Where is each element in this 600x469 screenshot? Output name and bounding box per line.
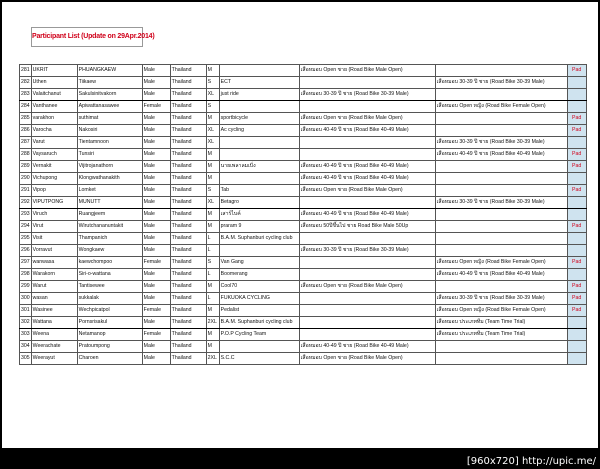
table-row (20, 173, 587, 185)
pad-cell: Pad (567, 257, 586, 269)
table-row (20, 161, 587, 173)
gender-cell: Male (142, 65, 170, 77)
category-secondary-cell: เสือหมอบ ประเภททีม (Team Time Trial) (435, 317, 567, 329)
nationality-cell: Thailand (170, 209, 206, 221)
team-cell: praram 9 (219, 221, 299, 233)
table-row (20, 353, 587, 365)
team-cell: sportbicycle (219, 113, 299, 125)
first-name-cell: Vaysaruch (31, 149, 77, 161)
table-row (20, 185, 587, 197)
category-primary-cell (299, 149, 435, 161)
nationality-cell: Thailand (170, 245, 206, 257)
pad-cell (567, 173, 586, 185)
shirt-size-cell: M (206, 341, 219, 353)
gender-cell: Male (142, 185, 170, 197)
category-primary-cell (299, 269, 435, 281)
category-primary-cell (299, 305, 435, 317)
table-row (20, 245, 587, 257)
last-name-cell: Tiikaew (77, 77, 142, 89)
first-name-cell: Weerachate (31, 341, 77, 353)
team-cell (219, 137, 299, 149)
gender-cell: Male (142, 341, 170, 353)
last-name-cell: Vijitrojanathorn (77, 161, 142, 173)
pad-cell (567, 245, 586, 257)
row-number-cell: 298 (20, 269, 32, 281)
shirt-size-cell: L (206, 293, 219, 305)
table-row (20, 317, 587, 329)
category-primary-cell: เสือหมอบ Open ชาย (Road Bike Male Open) (299, 353, 435, 365)
category-secondary-cell: เสือหมอบ 30-39 ปี ชาย (Road Bike 30-39 Male) (435, 197, 567, 209)
gender-cell: Male (142, 269, 170, 281)
shirt-size-cell: M (206, 161, 219, 173)
last-name-cell: Apiwattanasawee (77, 101, 142, 113)
last-name-cell: Tientamnoon (77, 137, 142, 149)
last-name-cell: Wechpicatpol (77, 305, 142, 317)
last-name-cell: Wirutchananuntakit (77, 221, 142, 233)
category-primary-cell: เสือหมอบ Open ชาย (Road Bike Male Open) (299, 281, 435, 293)
last-name-cell: PHUANGKAEW (77, 65, 142, 77)
row-number-cell: 300 (20, 293, 32, 305)
category-primary-cell: เสือหมอบ 40-49 ปี ชาย (Road Bike 40-49 Male) (299, 161, 435, 173)
last-name-cell: Nakosiri (77, 125, 142, 137)
first-name-cell: wanwasa (31, 257, 77, 269)
gender-cell: Male (142, 173, 170, 185)
nationality-cell: Thailand (170, 329, 206, 341)
first-name-cell: Weerayut (31, 353, 77, 365)
category-primary-cell (299, 77, 435, 89)
table-row (20, 65, 587, 77)
first-name-cell: Wattana (31, 317, 77, 329)
team-cell: B.A.M. Suphanburi cycling club (219, 233, 299, 245)
pad-cell (567, 77, 586, 89)
first-name-cell: Uthen (31, 77, 77, 89)
category-secondary-cell (435, 245, 567, 257)
category-secondary-cell: เสือหมอบ 30-39 ปี ชาย (Road Bike 30-39 Male) (435, 293, 567, 305)
team-cell (219, 173, 299, 185)
row-number-cell: 303 (20, 329, 32, 341)
row-number-cell: 302 (20, 317, 32, 329)
gender-cell: Female (142, 101, 170, 113)
pad-cell: Pad (567, 125, 586, 137)
gender-cell: Male (142, 245, 170, 257)
category-primary-cell: เสือหมอบ 40-49 ปี ชาย (Road Bike 40-49 Male) (299, 125, 435, 137)
last-name-cell: MUNUTT (77, 197, 142, 209)
table-row (20, 113, 587, 125)
shirt-size-cell: XL (206, 137, 219, 149)
pad-cell: Pad (567, 305, 586, 317)
gender-cell: Male (142, 161, 170, 173)
first-name-cell: Virut (31, 221, 77, 233)
nationality-cell: Thailand (170, 137, 206, 149)
table-row (20, 197, 587, 209)
nationality-cell: Thailand (170, 233, 206, 245)
category-secondary-cell (435, 125, 567, 137)
first-name-cell: varakhon (31, 113, 77, 125)
nationality-cell: Thailand (170, 173, 206, 185)
category-secondary-cell (435, 221, 567, 233)
category-primary-cell: เสือหมอบ Open ชาย (Road Bike Male Open) (299, 65, 435, 77)
table-row (20, 293, 587, 305)
participant-table (19, 64, 587, 365)
first-name-cell: Weena (31, 329, 77, 341)
gender-cell: Male (142, 317, 170, 329)
shirt-size-cell: L (206, 269, 219, 281)
team-cell (219, 341, 299, 353)
last-name-cell: Lomket (77, 185, 142, 197)
gender-cell: Male (142, 209, 170, 221)
category-secondary-cell (435, 173, 567, 185)
nationality-cell: Thailand (170, 125, 206, 137)
pad-cell (567, 101, 586, 113)
last-name-cell: Klongwathanakith (77, 173, 142, 185)
category-primary-cell: เสือหมอบ 40-49 ปี ชาย (Road Bike 40-49 Male) (299, 341, 435, 353)
gender-cell: Male (142, 233, 170, 245)
category-secondary-cell (435, 185, 567, 197)
team-cell: นายเพลาลมเบิ่ง (219, 161, 299, 173)
first-name-cell: Valaitchanut (31, 89, 77, 101)
row-number-cell: 283 (20, 89, 32, 101)
first-name-cell: Wasinee (31, 305, 77, 317)
category-primary-cell (299, 137, 435, 149)
pad-cell: Pad (567, 185, 586, 197)
shirt-size-cell: 2XL (206, 353, 219, 365)
team-cell: S.C.C (219, 353, 299, 365)
shirt-size-cell: XL (206, 125, 219, 137)
category-secondary-cell: เสือหมอบ 40-49 ปี ชาย (Road Bike 40-49 Male) (435, 149, 567, 161)
category-secondary-cell: เสือหมอบ 40-49 ปี ชาย (Road Bike 40-49 Male) (435, 269, 567, 281)
page-title: Participant List (Update on 29Apr.2014) (31, 27, 143, 47)
shirt-size-cell: L (206, 245, 219, 257)
watermark: [960x720] http://upic.me/ (466, 456, 596, 467)
gender-cell: Male (142, 197, 170, 209)
category-secondary-cell: เสือหมอบ Open หญิง (Road Bike Female Open) (435, 257, 567, 269)
team-cell: just ride (219, 89, 299, 101)
category-primary-cell: เสือหมอบ 30-39 ปี ชาย (Road Bike 30-39 Male) (299, 245, 435, 257)
category-secondary-cell: เสือหมอบ Open หญิง (Road Bike Female Open) (435, 305, 567, 317)
last-name-cell: Pratoumpong (77, 341, 142, 353)
category-primary-cell: เสือหมอบ Open ชาย (Road Bike Male Open) (299, 185, 435, 197)
last-name-cell: suthimat (77, 113, 142, 125)
category-secondary-cell (435, 233, 567, 245)
shirt-size-cell: S (206, 77, 219, 89)
category-primary-cell: เสือหมอบ 30-39 ปี ชาย (Road Bike 30-39 Male) (299, 89, 435, 101)
category-primary-cell (299, 233, 435, 245)
pad-cell: Pad (567, 113, 586, 125)
shirt-size-cell: M (206, 221, 219, 233)
gender-cell: Male (142, 293, 170, 305)
category-primary-cell (299, 101, 435, 113)
pad-cell (567, 353, 586, 365)
table-row (20, 305, 587, 317)
nationality-cell: Thailand (170, 305, 206, 317)
last-name-cell: Netamanop (77, 329, 142, 341)
shirt-size-cell: M (206, 329, 219, 341)
nationality-cell: Thailand (170, 101, 206, 113)
category-secondary-cell (435, 353, 567, 365)
nationality-cell: Thailand (170, 221, 206, 233)
first-name-cell: Viruch (31, 209, 77, 221)
table-row (20, 77, 587, 89)
category-primary-cell: เสือหมอบ 40-49 ปี ชาย (Road Bike 40-49 Male) (299, 173, 435, 185)
team-cell (219, 149, 299, 161)
first-name-cell: Varocha (31, 125, 77, 137)
row-number-cell: 297 (20, 257, 32, 269)
category-secondary-cell (435, 161, 567, 173)
pad-cell: Pad (567, 65, 586, 77)
shirt-size-cell: S (206, 101, 219, 113)
pad-cell (567, 341, 586, 353)
table-row (20, 233, 587, 245)
category-primary-cell (299, 257, 435, 269)
first-name-cell: Vipop (31, 185, 77, 197)
pad-cell (567, 233, 586, 245)
nationality-cell: Thailand (170, 341, 206, 353)
row-number-cell: 304 (20, 341, 32, 353)
shirt-size-cell: XL (206, 89, 219, 101)
row-number-cell: 290 (20, 173, 32, 185)
team-cell: เสาร์ไบค์ (219, 209, 299, 221)
pad-cell (567, 89, 586, 101)
category-secondary-cell (435, 113, 567, 125)
pad-cell (567, 329, 586, 341)
category-primary-cell (299, 317, 435, 329)
shirt-size-cell: M (206, 173, 219, 185)
table-row (20, 89, 587, 101)
pad-cell (567, 137, 586, 149)
pad-cell (567, 317, 586, 329)
last-name-cell: Tunsiri (77, 149, 142, 161)
gender-cell: Male (142, 89, 170, 101)
team-cell: Van Gang (219, 257, 299, 269)
first-name-cell: Vorravut (31, 245, 77, 257)
category-primary-cell (299, 293, 435, 305)
gender-cell: Female (142, 257, 170, 269)
category-secondary-cell: เสือหมอบ Open หญิง (Road Bike Female Open) (435, 101, 567, 113)
shirt-size-cell: S (206, 185, 219, 197)
pad-cell (567, 269, 586, 281)
last-name-cell: Siri-o-wattana (77, 269, 142, 281)
first-name-cell: UKRIT (31, 65, 77, 77)
gender-cell: Male (142, 77, 170, 89)
team-cell (219, 101, 299, 113)
row-number-cell: 289 (20, 161, 32, 173)
shirt-size-cell: M (206, 305, 219, 317)
last-name-cell: Wongkaew (77, 245, 142, 257)
spreadsheet-page (2, 2, 598, 448)
last-name-cell: Pornsrisakul (77, 317, 142, 329)
category-primary-cell: เสือหมอบ 50ปีขึ้นไป ชาย Road Bike Male 50Up (299, 221, 435, 233)
row-number-cell: 281 (20, 65, 32, 77)
category-secondary-cell: เสือหมอบ 30-39 ปี ชาย (Road Bike 30-39 Male) (435, 137, 567, 149)
team-cell: FUKUOKA CYCLING (219, 293, 299, 305)
gender-cell: Male (142, 353, 170, 365)
shirt-size-cell: 2XL (206, 317, 219, 329)
table-row (20, 221, 587, 233)
nationality-cell: Thailand (170, 185, 206, 197)
first-name-cell: Vichupong (31, 173, 77, 185)
team-cell: Ac cycling (219, 125, 299, 137)
shirt-size-cell: M (206, 113, 219, 125)
table-row (20, 209, 587, 221)
nationality-cell: Thailand (170, 89, 206, 101)
row-number-cell: 288 (20, 149, 32, 161)
shirt-size-cell: XL (206, 197, 219, 209)
nationality-cell: Thailand (170, 113, 206, 125)
category-primary-cell: เสือหมอบ 40-49 ปี ชาย (Road Bike 40-49 Male) (299, 209, 435, 221)
gender-cell: Male (142, 137, 170, 149)
category-secondary-cell (435, 209, 567, 221)
gender-cell: Female (142, 305, 170, 317)
last-name-cell: kaewchompoo (77, 257, 142, 269)
nationality-cell: Thailand (170, 161, 206, 173)
row-number-cell: 291 (20, 185, 32, 197)
shirt-size-cell: M (206, 65, 219, 77)
first-name-cell: VIPUTPONG (31, 197, 77, 209)
nationality-cell: Thailand (170, 269, 206, 281)
last-name-cell: Ruangjeem (77, 209, 142, 221)
pad-cell: Pad (567, 149, 586, 161)
category-secondary-cell (435, 341, 567, 353)
last-name-cell: Tantisewee (77, 281, 142, 293)
nationality-cell: Thailand (170, 149, 206, 161)
category-secondary-cell (435, 281, 567, 293)
team-cell (219, 65, 299, 77)
nationality-cell: Thailand (170, 197, 206, 209)
gender-cell: Male (142, 113, 170, 125)
table-row (20, 329, 587, 341)
row-number-cell: 295 (20, 233, 32, 245)
table-row (20, 269, 587, 281)
table-row (20, 125, 587, 137)
category-primary-cell (299, 197, 435, 209)
row-number-cell: 286 (20, 125, 32, 137)
gender-cell: Male (142, 149, 170, 161)
team-cell: Pedalist (219, 305, 299, 317)
shirt-size-cell: M (206, 209, 219, 221)
shirt-size-cell: L (206, 233, 219, 245)
team-cell: Boomerang (219, 269, 299, 281)
row-number-cell: 292 (20, 197, 32, 209)
shirt-size-cell: M (206, 149, 219, 161)
team-cell: Betagro (219, 197, 299, 209)
team-cell (219, 245, 299, 257)
category-secondary-cell: เสือหมอบ ประเภททีม (Team Time Trial) (435, 329, 567, 341)
nationality-cell: Thailand (170, 77, 206, 89)
nationality-cell: Thailand (170, 317, 206, 329)
team-cell: Tab (219, 185, 299, 197)
category-secondary-cell (435, 65, 567, 77)
gender-cell: Female (142, 329, 170, 341)
first-name-cell: Vernakit (31, 161, 77, 173)
table-row (20, 149, 587, 161)
pad-cell: Pad (567, 161, 586, 173)
last-name-cell: Charoen (77, 353, 142, 365)
row-number-cell: 282 (20, 77, 32, 89)
gender-cell: Male (142, 125, 170, 137)
last-name-cell: Thampanich (77, 233, 142, 245)
team-cell: ECT (219, 77, 299, 89)
row-number-cell: 301 (20, 305, 32, 317)
shirt-size-cell: M (206, 281, 219, 293)
pad-cell: Pad (567, 293, 586, 305)
row-number-cell: 296 (20, 245, 32, 257)
table-row (20, 257, 587, 269)
participant-table-wrapper (19, 64, 587, 365)
nationality-cell: Thailand (170, 257, 206, 269)
first-name-cell: Warakorn (31, 269, 77, 281)
team-cell: B.A.M. Suphanburi cycling club (219, 317, 299, 329)
row-number-cell: 285 (20, 113, 32, 125)
pad-cell (567, 197, 586, 209)
first-name-cell: Varut (31, 137, 77, 149)
row-number-cell: 299 (20, 281, 32, 293)
gender-cell: Male (142, 221, 170, 233)
shirt-size-cell: S (206, 257, 219, 269)
row-number-cell: 293 (20, 209, 32, 221)
category-secondary-cell: เสือหมอบ 30-39 ปี ชาย (Road Bike 30-39 Male) (435, 77, 567, 89)
nationality-cell: Thailand (170, 281, 206, 293)
last-name-cell: sukkalak (77, 293, 142, 305)
row-number-cell: 305 (20, 353, 32, 365)
category-secondary-cell (435, 89, 567, 101)
pad-cell: Pad (567, 221, 586, 233)
pad-cell: Pad (567, 281, 586, 293)
row-number-cell: 284 (20, 101, 32, 113)
category-primary-cell: เสือหมอบ Open ชาย (Road Bike Male Open) (299, 113, 435, 125)
category-primary-cell (299, 329, 435, 341)
team-cell: P.O.P Cycling Team (219, 329, 299, 341)
pad-cell (567, 209, 586, 221)
table-row (20, 281, 587, 293)
first-name-cell: Vanthanee (31, 101, 77, 113)
nationality-cell: Thailand (170, 65, 206, 77)
table-row (20, 101, 587, 113)
nationality-cell: Thailand (170, 353, 206, 365)
first-name-cell: Warut (31, 281, 77, 293)
table-row (20, 137, 587, 149)
team-cell: Cool70 (219, 281, 299, 293)
gender-cell: Male (142, 281, 170, 293)
last-name-cell: Sakulsinitvakorn (77, 89, 142, 101)
table-row (20, 341, 587, 353)
first-name-cell: wasan (31, 293, 77, 305)
row-number-cell: 287 (20, 137, 32, 149)
first-name-cell: Visit (31, 233, 77, 245)
nationality-cell: Thailand (170, 293, 206, 305)
row-number-cell: 294 (20, 221, 32, 233)
